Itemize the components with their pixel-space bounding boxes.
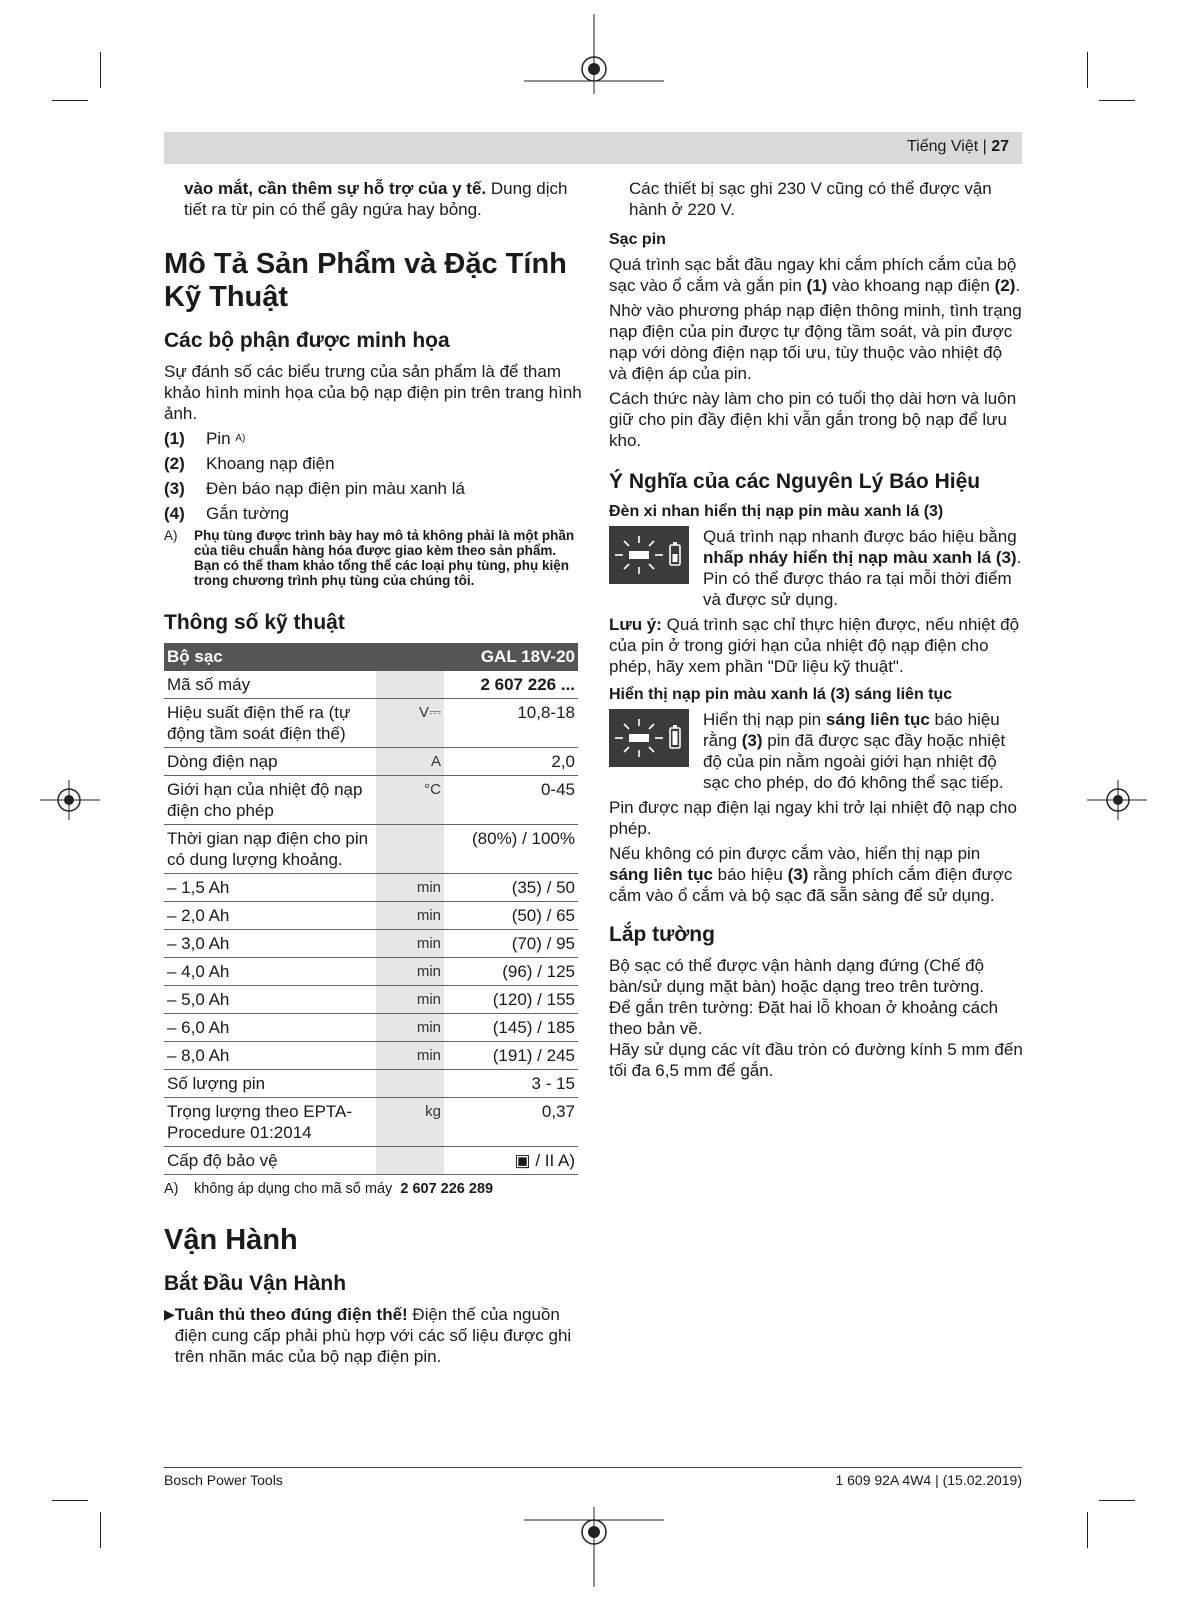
crop-mark	[1087, 1512, 1088, 1548]
table-row	[164, 958, 578, 986]
registration-mark-icon	[1087, 775, 1147, 825]
part-number: (3)	[164, 479, 185, 498]
crop-mark	[1099, 1500, 1135, 1501]
part-number: (1)	[164, 429, 185, 448]
steady-paragraph: Pin được nạp điện lại ngay khi trở lại nhiệt độ nạp cho phép.	[609, 798, 1017, 838]
footnote-label: A)	[164, 1181, 179, 1197]
parts-list	[164, 428, 584, 524]
row-value: (35) / 50	[444, 874, 578, 902]
subsection-title-signals: Ý Nghĩa của các Nguyên Lý Báo Hiệu	[609, 470, 981, 493]
registration-mark-icon	[524, 14, 664, 94]
row-label: Dòng điện nạp	[164, 748, 376, 776]
section-title-product: Mô Tả Sản Phẩm và Đặc Tính Kỹ Thuật	[164, 248, 567, 313]
led-steady-icon	[609, 709, 689, 767]
row-label: – 3,0 Ah	[164, 930, 376, 958]
crop-mark	[52, 100, 88, 101]
footer-left: Bosch Power Tools	[164, 1472, 283, 1488]
row-value: (80%) / 100%	[444, 825, 578, 874]
crop-mark	[1099, 100, 1135, 101]
text-bold: (3)	[787, 865, 809, 884]
left-column	[164, 178, 584, 1367]
led-blinking-icon	[609, 526, 689, 584]
intro-rest: Dung dịch tiết ra từ pin có thể gây ngứa hay bỏng.	[184, 179, 568, 219]
text: . Pin có thể được tháo ra tại mỗi thời điểm và được sử dụng.	[703, 548, 1022, 609]
text-bold: (3)	[741, 731, 763, 750]
intro-bold: vào mắt, cần thêm sự hỗ trợ của y tế.	[184, 179, 487, 198]
row-value: (96) / 125	[444, 958, 578, 986]
text: rằng phích cắm điện được cắm vào ổ cắm và bộ sạc đã sẵn sàng để sử dụng.	[609, 865, 1013, 905]
row-unit: min	[376, 902, 444, 930]
row-value: 3 - 15	[444, 1070, 578, 1098]
section-title-operation: Vận Hành	[164, 1224, 298, 1256]
row-unit	[376, 825, 444, 874]
row-label: – 1,5 Ah	[164, 874, 376, 902]
footnote-code: 2 607 226 289	[400, 1181, 494, 1197]
table-row	[164, 1098, 578, 1147]
blink-text	[703, 526, 1023, 610]
text-bold: (2)	[994, 276, 1016, 295]
start-bold: Tuân thủ theo đúng điện thế!	[174, 1305, 408, 1324]
subsection-title-spec: Thông số kỹ thuật	[164, 611, 345, 634]
row-label: – 5,0 Ah	[164, 986, 376, 1014]
crop-mark	[52, 1500, 88, 1501]
table-row	[164, 776, 578, 825]
table-row	[164, 874, 578, 902]
header-separator: |	[978, 138, 992, 155]
steady-paragraph	[609, 843, 1023, 906]
row-unit: min	[376, 1014, 444, 1042]
part-label: Khoang nạp điện	[206, 454, 335, 473]
row-unit: min	[376, 958, 444, 986]
row-unit: min	[376, 930, 444, 958]
blink-title: Đèn xi nhan hiển thị nạp pin màu xanh lá (3)	[609, 503, 944, 520]
part-number: (4)	[164, 504, 185, 523]
note-paragraph	[609, 614, 1023, 677]
page-header	[907, 138, 1009, 156]
list-item	[164, 1304, 584, 1367]
subsection-title-charge: Sạc pin	[609, 231, 666, 248]
table-header-unit	[376, 643, 444, 671]
table-header-label: Bộ sạc	[164, 643, 376, 671]
row-label: – 6,0 Ah	[164, 1014, 376, 1042]
footnote-label: A)	[164, 528, 178, 543]
row-unit: min	[376, 1042, 444, 1070]
list-item	[164, 453, 584, 474]
row-label: – 4,0 Ah	[164, 958, 376, 986]
row-value: 0,37	[444, 1098, 578, 1147]
row-value: (145) / 185	[444, 1014, 578, 1042]
text: .	[1015, 276, 1021, 295]
subsection-title-start: Bắt Đầu Vận Hành	[164, 1272, 347, 1295]
row-label: – 2,0 Ah	[164, 902, 376, 930]
row-value: (70) / 95	[444, 930, 578, 958]
steady-title: Hiển thị nạp pin màu xanh lá (3) sáng liên tục	[609, 686, 953, 703]
row-unit: min	[376, 874, 444, 902]
row-value: (191) / 245	[444, 1042, 578, 1070]
part-label: Gắn tường	[206, 504, 290, 523]
list-item	[164, 428, 584, 449]
row-value: ▣ / II A)	[444, 1147, 578, 1175]
text: Nếu không có pin được cắm vào, hiển thị nạp pin	[609, 844, 981, 863]
text: vào khoang nạp điện	[827, 276, 995, 295]
registration-mark-icon	[40, 775, 100, 825]
row-value: 2 607 226 ...	[444, 671, 578, 699]
part-label: Đèn báo nạp điện pin màu xanh lá	[206, 479, 465, 498]
blink-block	[609, 526, 1023, 610]
row-unit: min	[376, 986, 444, 1014]
text: pin đã được sạc đầy hoặc nhiệt độ của pin nằm ngoài giới hạn nhiệt độ sạc cho phép, do đó không thể sạc tiếp.	[703, 731, 1006, 792]
steady-block	[609, 709, 1023, 793]
intro-paragraph	[164, 178, 584, 220]
row-value: 2,0	[444, 748, 578, 776]
text-bold: sáng liên tục	[825, 710, 930, 729]
row-unit	[376, 1070, 444, 1098]
table-row	[164, 1014, 578, 1042]
footnote-text: không áp dụng cho mã số máy	[194, 1181, 393, 1197]
row-label: – 8,0 Ah	[164, 1042, 376, 1070]
list-item	[164, 503, 584, 524]
row-label: Giới hạn của nhiệt độ nạp điện cho phép	[164, 776, 376, 825]
table-row	[164, 1070, 578, 1098]
table-row	[164, 986, 578, 1014]
footer-right: 1 609 92A 4W4 | (15.02.2019)	[835, 1472, 1022, 1488]
table-row	[164, 902, 578, 930]
parts-footnote	[164, 528, 584, 588]
header-bar	[164, 132, 1022, 164]
table-row	[164, 825, 578, 874]
wall-paragraph: Bộ sạc có thể được vận hành dạng đứng (Chế độ bàn/sử dụng mặt bàn) hoặc dạng treo trên tường.	[609, 956, 985, 996]
row-unit: kg	[376, 1098, 444, 1147]
charge-paragraph: Nhờ vào phương pháp nạp điện thông minh, tình trạng nạp điện của pin được tự động tầm soát, và pin được nạp với dòng điện nạp tối ưu, tùy thuộc vào nhiệt độ và điện áp của pin.	[609, 301, 1022, 383]
crop-mark	[100, 1512, 101, 1548]
text-bold: sáng liên tục	[609, 865, 713, 884]
part-sup: A)	[235, 433, 246, 444]
table-row	[164, 1042, 578, 1070]
registration-mark-icon	[524, 1507, 664, 1587]
crop-mark	[100, 52, 101, 88]
start-rest: Điện thế của nguồn điện cung cấp phải phù hợp với các số liệu được ghi trên nhãn mác của bộ nạp điện pin.	[174, 1305, 572, 1366]
row-label: Hiệu suất điện thế ra (tự động tầm soát điện thế)	[164, 699, 376, 748]
row-unit	[376, 671, 444, 699]
steady-text	[703, 709, 1023, 793]
charge-paragraph: Cách thức này làm cho pin có tuổi thọ dài hơn và luôn giữ cho pin đầy điện khi vẫn gắn trong bộ nạp để lưu kho.	[609, 389, 1017, 450]
wall-paragraph: Để gắn trên tường: Đặt hai lỗ khoan ở khoảng cách theo bản vẽ.	[609, 998, 999, 1038]
crop-mark	[1087, 52, 1088, 88]
footer-divider	[164, 1467, 1022, 1468]
voltage-note: Các thiết bị sạc ghi 230 V cũng có thể được vận hành ở 220 V.	[629, 179, 992, 219]
part-label: Pin	[206, 429, 231, 448]
parts-intro: Sự đánh số các biểu trưng của sản phẩm là để tham khảo hình minh họa của bộ nạp điện pin trên trang hình ảnh.	[164, 362, 582, 423]
spec-table	[164, 643, 578, 1175]
row-unit: V⎓	[376, 699, 444, 748]
table-header-model: GAL 18V-20	[444, 643, 578, 671]
subsection-title-parts: Các bộ phận được minh họa	[164, 329, 450, 352]
row-value: (120) / 155	[444, 986, 578, 1014]
right-column	[609, 178, 1023, 1085]
table-row	[164, 1147, 578, 1175]
text-bold: nhấp nháy hiển thị nạp màu xanh lá (3)	[703, 548, 1017, 567]
row-unit: °C	[376, 776, 444, 825]
text: Quá trình nạp nhanh được báo hiệu bằng	[703, 527, 1017, 546]
row-value: 10,8-18	[444, 699, 578, 748]
list-item	[164, 478, 584, 499]
row-value: 0-45	[444, 776, 578, 825]
bullet-triangle-icon: ▶	[164, 1306, 175, 1322]
row-label: Trọng lượng theo EPTA-Procedure 01:2014	[164, 1098, 376, 1147]
spec-footnote	[164, 1179, 584, 1200]
row-label: Cấp độ bảo vệ	[164, 1147, 376, 1175]
row-unit: A	[376, 748, 444, 776]
row-label: Số lượng pin	[164, 1070, 376, 1098]
row-value: (50) / 65	[444, 902, 578, 930]
table-header-row	[164, 643, 578, 671]
header-language: Tiếng Việt	[907, 138, 979, 155]
table-row	[164, 671, 578, 699]
page-number: 27	[991, 138, 1009, 155]
text-bold: (1)	[806, 276, 828, 295]
note-label: Lưu ý:	[609, 615, 662, 634]
table-row	[164, 930, 578, 958]
text: báo hiệu	[712, 865, 788, 884]
table-row	[164, 748, 578, 776]
note-text: Quá trình sạc chỉ thực hiện được, nếu nhiệt độ của pin ở trong giới hạn của nhiệt độ nạp điện cho phép, hãy xem phần "Dữ liệu kỹ thuật".	[609, 615, 1020, 676]
text: báo hiệu rằng	[703, 710, 1000, 750]
wall-paragraph: Hãy sử dụng các vít đầu tròn có đường kính 5 mm đến tối đa 6,5 mm để gắn.	[609, 1040, 1023, 1080]
text: Hiển thị nạp pin	[703, 710, 826, 729]
charge-paragraph	[609, 254, 1023, 296]
subsection-title-wall: Lắp tường	[609, 923, 715, 946]
table-row	[164, 699, 578, 748]
row-unit	[376, 1147, 444, 1175]
footnote-text: Phụ tùng được trình bày hay mô tả không phải là một phần của tiêu chuẩn hàng hóa được giao kèm theo sản phẩm. Bạn có thể tham khảo tổng thể các loại phụ tùng, phụ kiện trong chương trình phụ tùng của chúng tôi.	[194, 528, 575, 588]
row-label: Thời gian nạp điện cho pin có dung lượng khoảng.	[164, 825, 376, 874]
text: Quá trình sạc bắt đầu ngay khi cắm phích cắm của bộ sạc vào ổ cắm và gắn pin	[609, 255, 1017, 295]
row-label: Mã số máy	[164, 671, 376, 699]
part-number: (2)	[164, 454, 185, 473]
